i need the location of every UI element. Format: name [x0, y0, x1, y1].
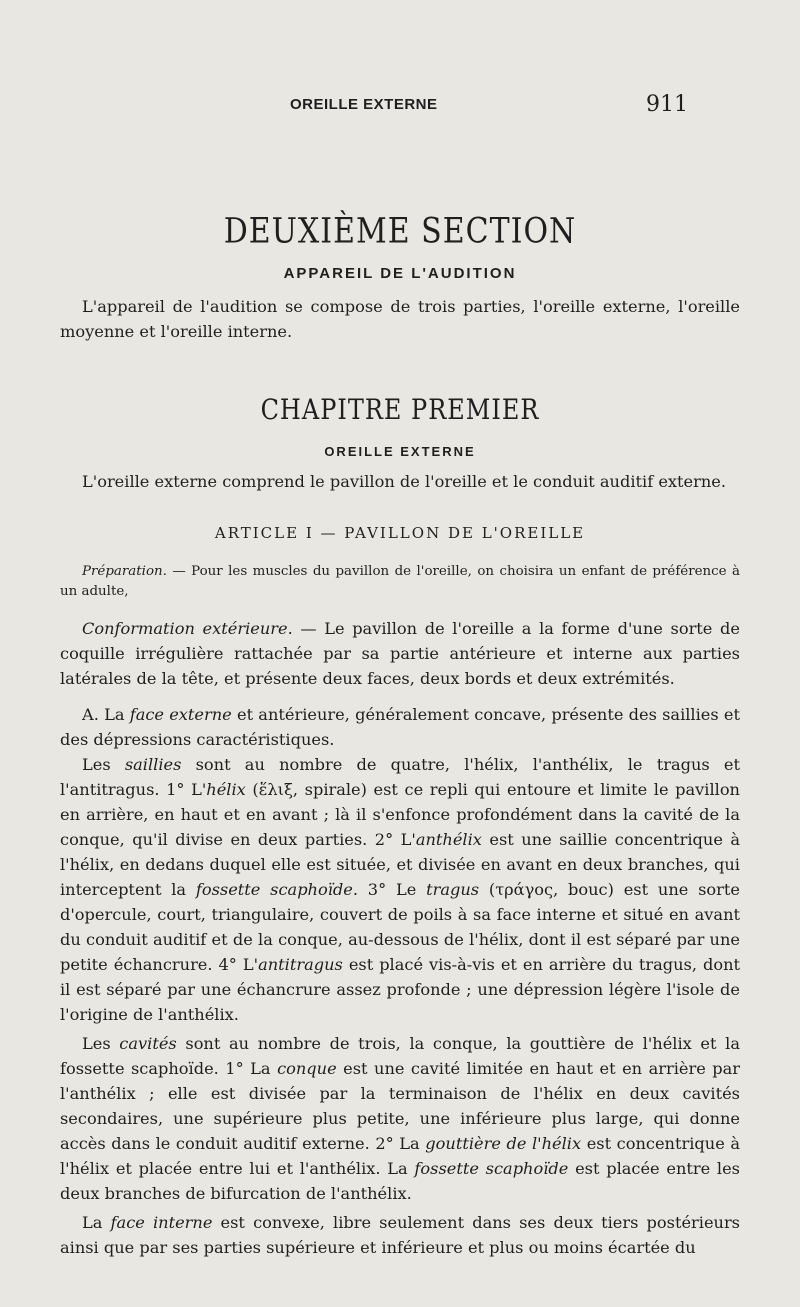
term-fossette-scaphoide: fossette scaphoïde — [195, 880, 353, 899]
section-intro: L'appareil de l'audition se compose de trois parties, l'oreille externe, l'oreille moyenne et l'oreille interne. — [60, 297, 740, 341]
face-interne-paragraph — [60, 1210, 740, 1260]
cavites-paragraph — [60, 1031, 740, 1206]
preparation-paragraph — [60, 562, 740, 602]
text-run: et antérieure, généralement concave, présente des saillies et des dépressions caractéristiques. — [60, 705, 740, 749]
conformation-paragraph — [60, 616, 740, 691]
text-run: est convexe, libre seulement dans ses deux tiers postérieurs ainsi que par ses parties supérieure et inférieure et plus ou moins écartée du — [60, 1213, 740, 1257]
term-face-externe: face externe — [129, 705, 232, 724]
term-tragus: tragus — [426, 880, 480, 899]
section-title: DEUXIÈME SECTION — [223, 211, 577, 252]
term-helix: hélix — [206, 780, 246, 799]
text-run: est une cavité limitée en haut et en arrière par l'anthélix ; elle est divisée par la terminaison de l'hélix en deux cavités secondaires, une supérieure plus petite, une inférieure plus large, qui donne accès dans le conduit auditif externe. 2° La — [60, 1059, 740, 1153]
article-title: ARTICLE I — PAVILLON DE L'OREILLE — [214, 524, 586, 542]
chapter-subtitle: OREILLE EXTERNE — [324, 444, 476, 459]
saillies-paragraph — [60, 752, 740, 1027]
text-run: est une saillie concentrique à l'hélix, en dedans duquel elle est située, et divisée en avant en deux branches, qui interceptent la — [60, 830, 741, 899]
text-run: A. La — [82, 705, 130, 724]
term-conque: conque — [277, 1059, 337, 1078]
conformation-label: Conformation extérieure. — [82, 619, 293, 638]
term-face-interne: face interne — [110, 1213, 213, 1232]
text-run: sont au nombre de quatre, l'hélix, l'anthélix, le tragus et l'antitragus. 1° L' — [60, 755, 740, 799]
text-run: est placée entre les deux branches de bifurcation de l'anthélix. — [60, 1159, 740, 1203]
text-body — [60, 211, 741, 1260]
text-run: Les — [82, 1034, 120, 1053]
conformation-text: — Le pavillon de l'oreille a la forme d'une sorte de coquille irrégulière rattachée par sa partie antérieure et interne aux parties latérales de la tête, et présente deux faces, deux bords et deux extrémités. — [60, 619, 740, 688]
term-cavites: cavités — [119, 1034, 177, 1053]
running-head: OREILLE EXTERNE — [290, 96, 438, 113]
face-externe-paragraph — [60, 702, 740, 752]
term-saillies: saillies — [124, 755, 182, 774]
text-run: La — [82, 1213, 111, 1232]
term-antitragus: antitragus — [258, 955, 343, 974]
section-subtitle: APPAREIL DE L'AUDITION — [283, 265, 517, 282]
spacer — [60, 691, 740, 702]
text-run: est placé vis-à-vis et en arrière du tragus, dont il est séparé par une échancrure assez profonde ; une dépression légère l'isole de l'origine de l'anthélix. — [60, 955, 741, 1024]
preparation-label: Préparation. — [82, 564, 167, 579]
text-run: . 3° Le — [352, 880, 427, 899]
text-run: (ἕλιξ, spirale) est ce repli qui entoure et limite le pavillon en arrière, en haut et en avant ; là il s'enfonce profondément dans la cavité de la conque, qu'il divise en deux parties. 2° L' — [60, 780, 740, 849]
preparation-text: — Pour les muscles du pavillon de l'oreille, on choisira un enfant de préférence à un adulte, — [60, 564, 740, 599]
chapter-title: CHAPITRE PREMIER — [260, 393, 540, 427]
term-gouttiere-helix: gouttière de l'hélix — [425, 1134, 582, 1153]
term-fossette-scaphoide: fossette scaphoïde — [414, 1159, 569, 1178]
text-run: sont au nombre de trois, la conque, la gouttière de l'hélix et la fossette scaphoïde. 1° La — [60, 1034, 740, 1078]
text-run: (τράγος, bouc) est une sorte d'opercule, court, triangulaire, couvert de poils à sa face interne et situé en avant du conduit auditif et de la conque, au-dessous de l'hélix, dont il est séparé par une petite échancrure. 4° L' — [60, 880, 740, 974]
text-run: Les — [82, 755, 125, 774]
page-number: 911 — [646, 92, 688, 117]
chapter-intro: L'oreille externe comprend le pavillon de l'oreille et le conduit auditif externe. — [82, 472, 727, 491]
text-run: est concentrique à l'hélix et placée entre lui et l'anthélix. La — [60, 1134, 741, 1178]
term-anthelix: anthélix — [415, 830, 482, 849]
